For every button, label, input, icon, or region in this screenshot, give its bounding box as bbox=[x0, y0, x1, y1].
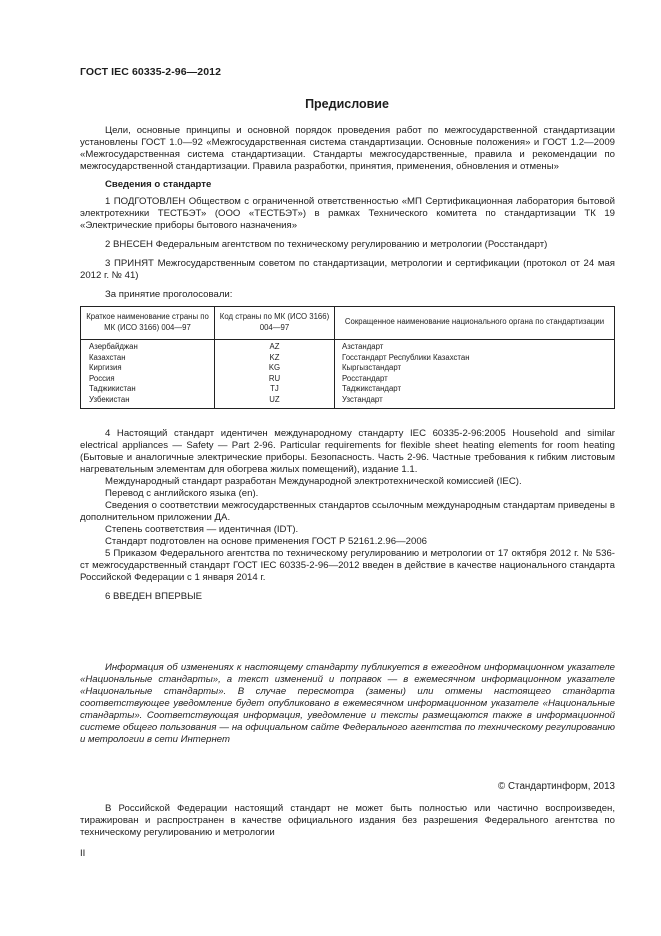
code-cell: TJ bbox=[215, 384, 335, 395]
table-row bbox=[81, 374, 615, 385]
item-5-paragraph: 5 Приказом Федерального агентства по техническому регулированию и метрологии от 17 октября 2012 г. № 536-ст межгосударственный стандарт ГОСТ IEC 60335-2-96—2012 введен в действие в качестве национального стандарта Российской Федерации с 1 января 2014 г. bbox=[80, 548, 615, 583]
org-cell: Таджикстандарт bbox=[335, 384, 615, 395]
table-row bbox=[81, 340, 615, 353]
country-cell: Таджикистан bbox=[81, 384, 215, 395]
country-cell: Киргизия bbox=[81, 363, 215, 374]
item-4-degree: Степень соответствия — идентичная (IDT). bbox=[105, 524, 299, 535]
table-row bbox=[81, 384, 615, 395]
table-header-org: Сокращенное наименование национального органа по стандартизации bbox=[335, 307, 615, 340]
item-4-translation: Перевод с английского языка (en). bbox=[105, 488, 259, 499]
table-header-code: Код страны по МК (ИСО 3166) 004—97 bbox=[215, 307, 335, 340]
item-3-paragraph: 3 ПРИНЯТ Межгосударственным советом по стандартизации, метрологии и сертификации (протокол от 24 мая 2012 г. № 41) bbox=[80, 258, 615, 281]
intro-paragraph: Цели, основные принципы и основной порядок проведения работ по межгосударственной стандартизации установлены ГОСТ 1.0—92 «Межгосударственная система стандартизации. Основные положения» и ГОСТ 1.2—2009 «Межгосударственная система стандартизации. Стандарты межгосударственные, правила и рекомендации по межгосударственной стандартизации. Правила разработки, принятия, применения, обновления и отмены» bbox=[80, 125, 615, 172]
item-2-paragraph: 2 ВНЕСЕН Федеральным агентством по техническому регулированию и метрологии (Росстандарт) bbox=[105, 239, 548, 250]
code-cell: UZ bbox=[215, 395, 335, 409]
item-6-paragraph: 6 ВВЕДЕН ВПЕРВЫЕ bbox=[105, 591, 203, 602]
table-row bbox=[81, 395, 615, 409]
amendments-info-text: Информация об изменениях к настоящему стандарту публикуется в ежегодном информационном указателе «Национальные стандарты», а текст изменений и поправок — в ежемесячном информационном указателе «Национальные стандарты». В случае пересмотра (замены) или отмены настоящего стандарта соответствующее уведомление будет опубликовано в ежемесячном информационном указателе «Национальные стандарты». Соответствующая информация, уведомление и тексты размещаются также в информационной системе общего пользования — на официальном сайте Федерального агентства по техническому регулированию и метрологии в сети Интернет bbox=[80, 662, 615, 745]
table-header-country: Краткое наименование страны по МК (ИСО 3166) 004—97 bbox=[81, 307, 215, 340]
country-cell: Азербайджан bbox=[81, 340, 215, 353]
page-title: Предисловие bbox=[305, 97, 389, 111]
org-cell: Росстандарт bbox=[335, 374, 615, 385]
code-cell: KZ bbox=[215, 353, 335, 364]
table-row bbox=[81, 363, 615, 374]
reproduction-notice bbox=[80, 803, 615, 839]
item-4-paragraph: 4 Настоящий стандарт идентичен международному стандарту IEC 60335-2-96:2005 Household and similar electrical appliances — Safety — Part 2-96. Particular requirements for flexible sheet heating elements for room heating (Бытовые и аналогичные электрические приборы. Безопасность. Часть 2-96. Частные требования к гибким листовым нагревательным элементам для обогрева жилых помещений), издание 1.1. bbox=[80, 428, 615, 475]
foreword-body bbox=[80, 125, 615, 603]
code-cell: AZ bbox=[215, 340, 335, 353]
vote-label: За принятие проголосовали: bbox=[105, 289, 233, 300]
table-row bbox=[81, 353, 615, 364]
table-header-row bbox=[81, 307, 615, 340]
reproduction-notice-text: В Российской Федерации настоящий стандарт не может быть полностью или частично воспроизведен, тиражирован и распространен в качестве официального издания без разрешения Федерального агентства по техническому регулированию и метрологии bbox=[80, 803, 615, 838]
item-4-developer: Международный стандарт разработан Международной электротехнической комиссией (IEC). bbox=[105, 476, 522, 487]
document-code: ГОСТ IEC 60335-2-96—2012 bbox=[80, 66, 222, 78]
org-cell: Азстандарт bbox=[335, 340, 615, 353]
code-cell: KG bbox=[215, 363, 335, 374]
code-cell: RU bbox=[215, 374, 335, 385]
item-4-basis: Стандарт подготовлен на основе применения ГОСТ Р 52161.2.96—2006 bbox=[105, 536, 427, 547]
org-cell: Госстандарт Республики Казахстан bbox=[335, 353, 615, 364]
item-4-references: Сведения о соответствии межгосударственных стандартов ссылочным международным стандартам приведены в дополнительном приложении ДА. bbox=[80, 500, 615, 523]
country-cell: Казахстан bbox=[81, 353, 215, 364]
org-cell: Узстандарт bbox=[335, 395, 615, 409]
copyright: © Стандартинформ, 2013 bbox=[498, 781, 615, 792]
item-1-paragraph: 1 ПОДГОТОВЛЕН Обществом с ограниченной ответственностью «МП Сертификационная лаборатория бытовой электротехники ТЕСТБЭТ» (ООО «ТЕСТБЭТ») в рамках Технического комитета по стандартизации ТК 19 «Электрические приборы бытового назначения» bbox=[80, 196, 615, 231]
amendments-info bbox=[80, 662, 615, 746]
voting-table bbox=[80, 306, 615, 409]
country-cell: Россия bbox=[81, 374, 215, 385]
org-cell: Кыргызстандарт bbox=[335, 363, 615, 374]
country-cell: Узбекистан bbox=[81, 395, 215, 409]
standard-info-subheading: Сведения о стандарте bbox=[105, 179, 212, 190]
page-number: II bbox=[80, 848, 86, 859]
